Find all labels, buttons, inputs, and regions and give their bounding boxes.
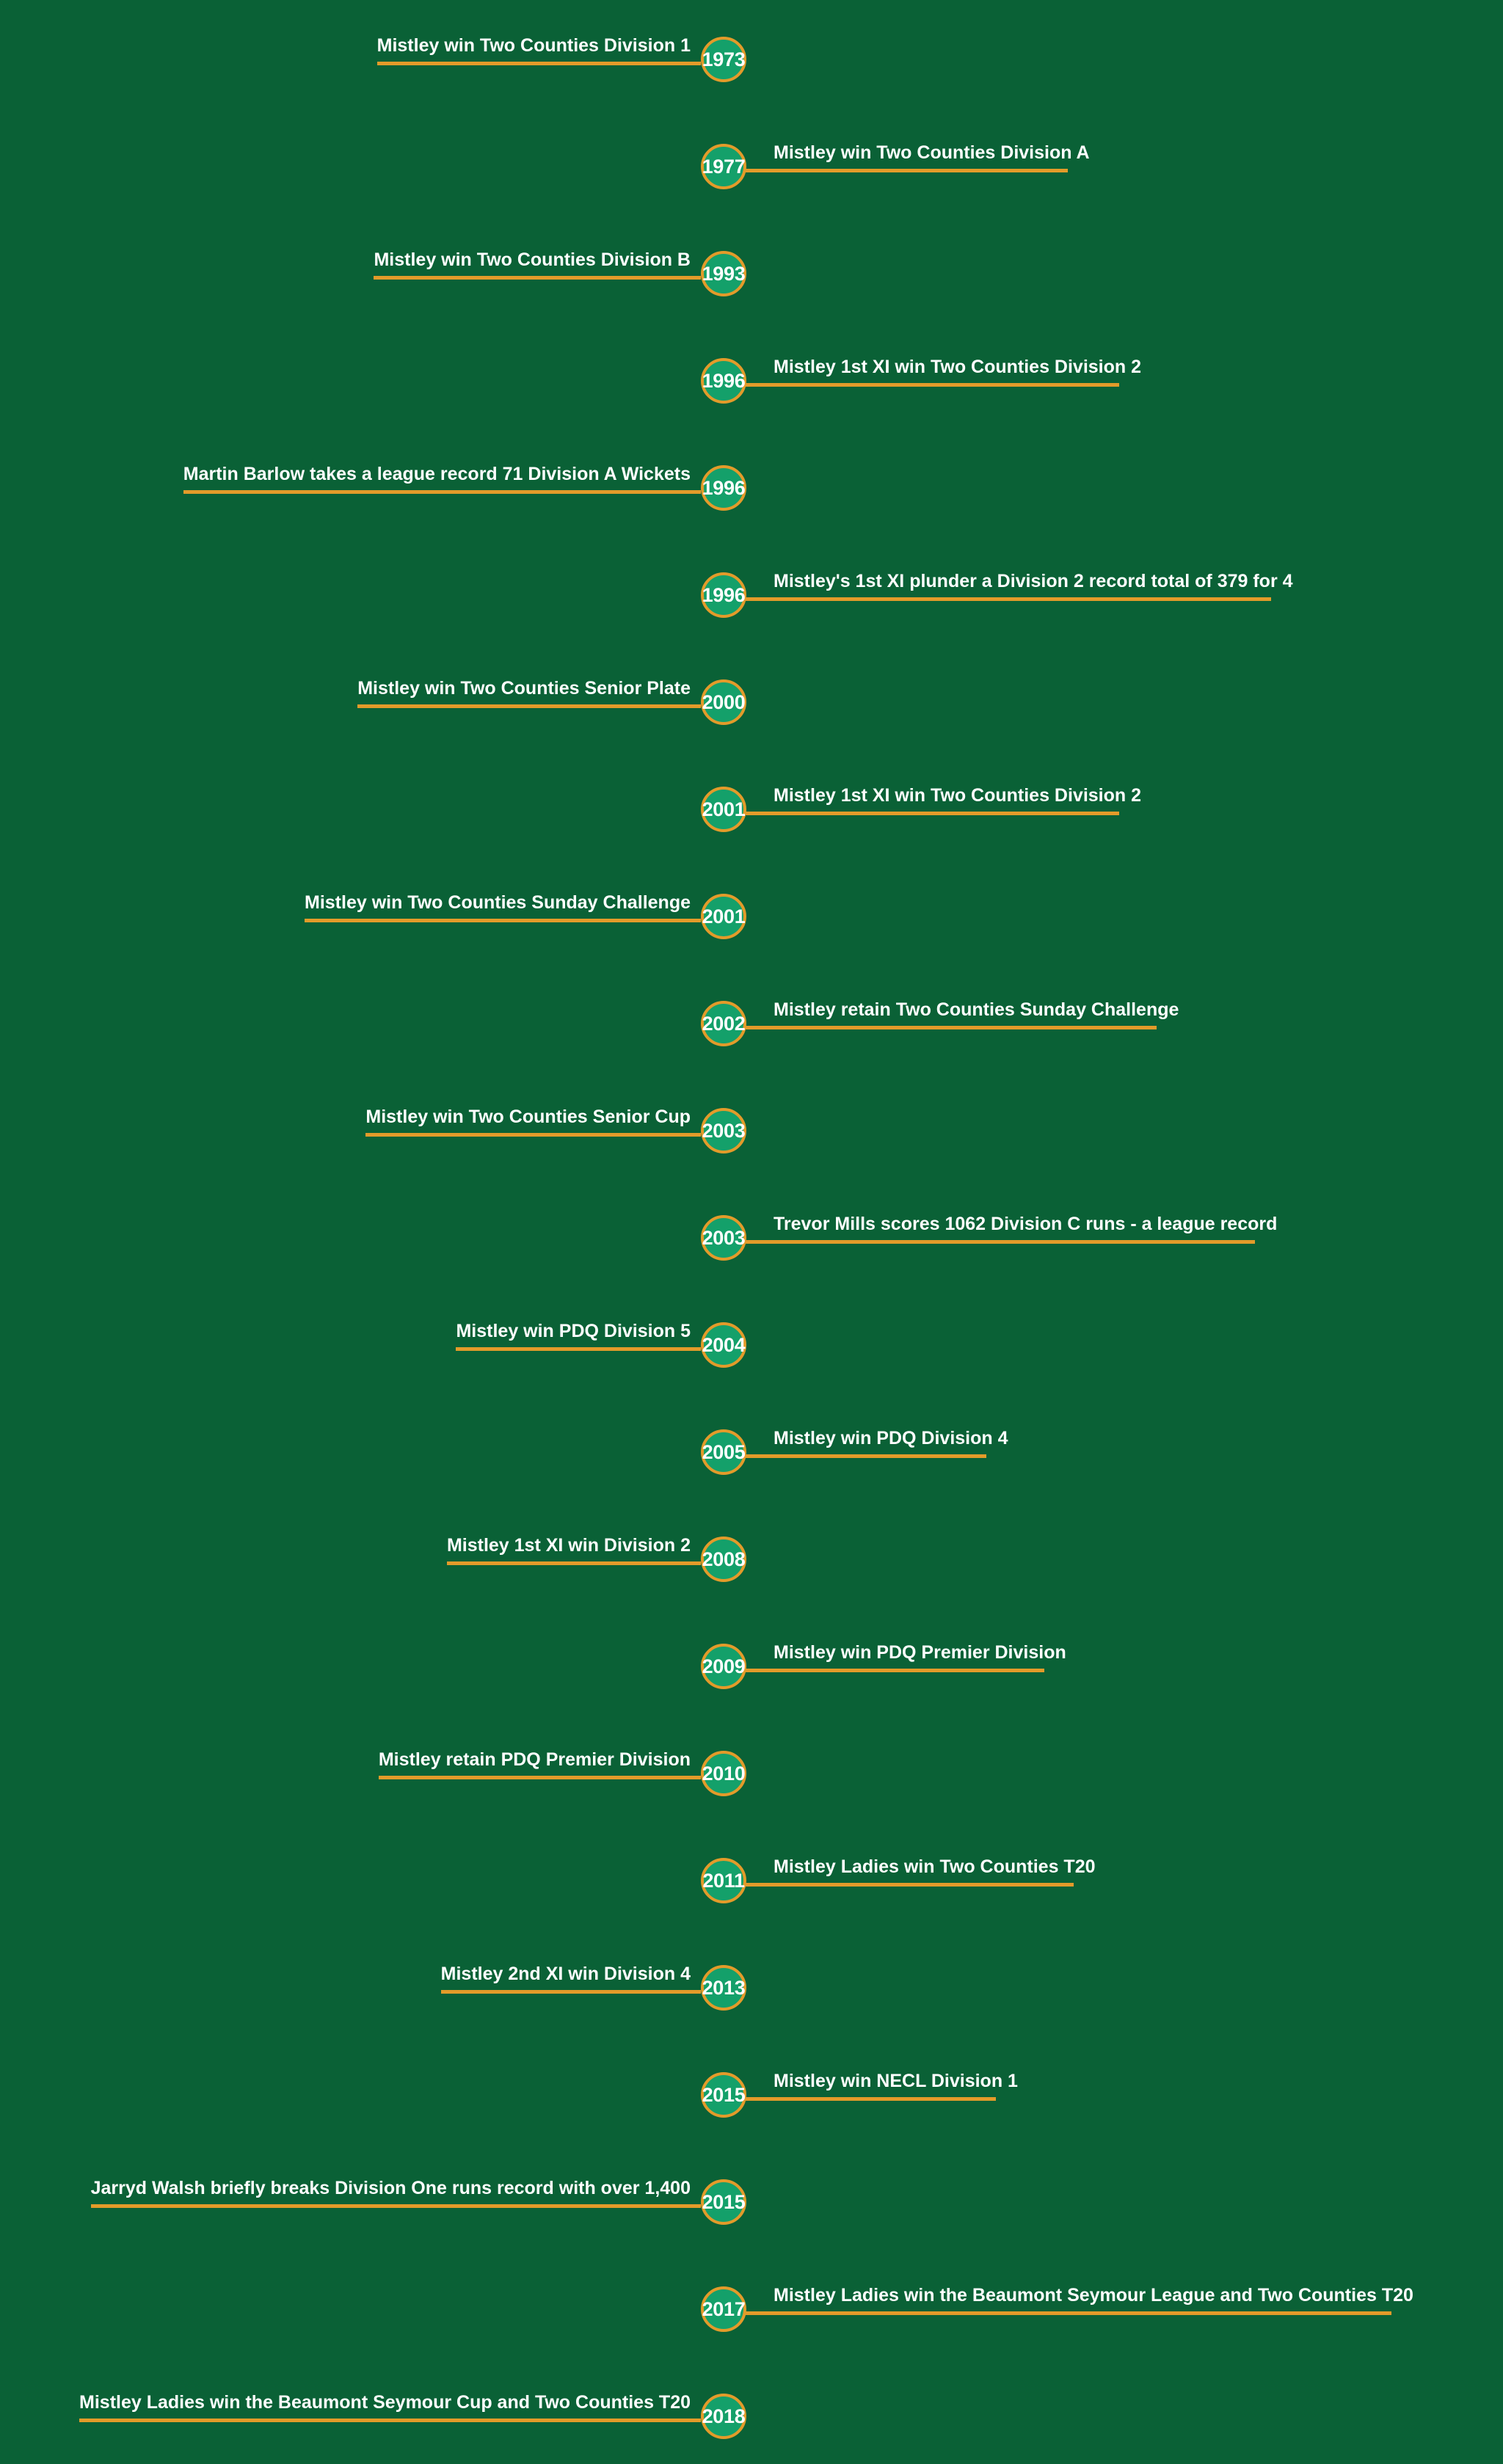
timeline-event-text: Mistley Ladies win Two Counties T20 [774, 1856, 1096, 1877]
timeline-event [0, 2357, 1503, 2464]
timeline-year-node: 2005 [701, 1429, 746, 1475]
timeline-event-label [763, 2071, 1018, 2101]
timeline-event [0, 1286, 1503, 1393]
timeline-event-underline [456, 1347, 701, 1351]
timeline-event-underline [741, 1240, 1255, 1244]
timeline-year-node: 2018 [701, 2394, 746, 2439]
timeline-event-underline [741, 812, 1119, 815]
timeline-event-text: Martin Barlow takes a league record 71 Division A Wickets [183, 464, 691, 484]
timeline-year-node: 1993 [701, 251, 746, 296]
timeline-event [0, 1393, 1503, 1500]
timeline-event-label [374, 249, 701, 280]
timeline-event-underline [91, 2204, 701, 2208]
timeline-event-label [305, 892, 701, 922]
timeline-event-underline [379, 1776, 701, 1779]
timeline-event-underline [447, 1561, 701, 1565]
timeline-event-underline [374, 276, 701, 280]
timeline-year-node: 2000 [701, 679, 746, 725]
timeline-event-underline [365, 1133, 701, 1137]
timeline-event [0, 1714, 1503, 1821]
timeline-year-node: 1973 [701, 37, 746, 82]
timeline-event-text: Mistley win NECL Division 1 [774, 2071, 1018, 2091]
timeline-event-text: Mistley win Two Counties Senior Plate [357, 678, 691, 699]
timeline-year-node: 2003 [701, 1108, 746, 1153]
timeline-event [0, 1500, 1503, 1607]
timeline-event [0, 1821, 1503, 1928]
timeline-year-node: 1996 [701, 465, 746, 511]
timeline-event-text: Mistley win Two Counties Division 1 [376, 35, 691, 56]
timeline-year-node: 2008 [701, 1537, 746, 1582]
timeline-event-text: Mistley 1st XI win Two Counties Division 2 [774, 785, 1142, 806]
timeline-event-underline [741, 2311, 1391, 2315]
timeline-event-text: Mistley 1st XI win Division 2 [446, 1535, 691, 1556]
timeline-year-node: 2003 [701, 1215, 746, 1261]
timeline-event-underline [79, 2419, 701, 2422]
timeline-event-label [456, 1321, 701, 1351]
timeline-event-underline [741, 1454, 986, 1458]
timeline-event-underline [357, 704, 701, 708]
timeline-event-label [91, 2178, 701, 2208]
timeline-event-text: Trevor Mills scores 1062 Division C runs - a league record [774, 1214, 1278, 1234]
timeline-event-underline [305, 919, 701, 922]
timeline-year-node: 1977 [701, 144, 746, 189]
timeline-event [0, 1178, 1503, 1286]
timeline-event-label [763, 999, 1179, 1029]
timeline-event [0, 429, 1503, 536]
timeline-event-label [365, 1107, 701, 1137]
timeline-event [0, 964, 1503, 1071]
timeline-event-label [763, 1642, 1066, 1672]
timeline-event-label [357, 678, 701, 708]
timeline-event-text: Mistley win Two Counties Sunday Challenge [305, 892, 691, 913]
timeline-event-label [379, 1749, 701, 1779]
timeline-year-node: 1996 [701, 572, 746, 618]
timeline-event-underline [441, 1990, 701, 1994]
timeline-event [0, 0, 1503, 107]
timeline-event [0, 321, 1503, 429]
timeline-event-underline [741, 2097, 996, 2101]
timeline-event [0, 2143, 1503, 2250]
timeline-event [0, 2035, 1503, 2143]
timeline-year-node: 2004 [701, 1322, 746, 1368]
timeline-event-underline [377, 62, 701, 65]
timeline-event-label [763, 142, 1090, 172]
timeline-event-text: Mistley's 1st XI plunder a Division 2 record total of 379 for 4 [774, 571, 1293, 591]
timeline-event-text: Mistley retain PDQ Premier Division [378, 1749, 691, 1770]
timeline-event-label [441, 1964, 701, 1994]
timeline-event-text: Mistley win PDQ Division 4 [774, 1428, 1008, 1448]
timeline-event-label [763, 357, 1141, 387]
timeline-event-label [377, 35, 701, 65]
timeline-year-node: 1996 [701, 358, 746, 404]
timeline-event-label [183, 464, 701, 494]
timeline-event-underline [741, 169, 1068, 172]
timeline-event [0, 1071, 1503, 1178]
timeline-event [0, 643, 1503, 750]
timeline-event-text: Mistley win Two Counties Senior Cup [365, 1107, 691, 1127]
timeline-event-text: Mistley 1st XI win Two Counties Division 2 [774, 357, 1142, 377]
timeline-event-text: Mistley win PDQ Division 5 [456, 1321, 691, 1341]
timeline-event-underline [741, 1026, 1157, 1029]
timeline-year-node: 2002 [701, 1001, 746, 1046]
timeline-event-text: Jarryd Walsh briefly breaks Division One runs record with over 1,400 [90, 2178, 691, 2198]
timeline-event-label [763, 1214, 1277, 1244]
timeline-event-label [763, 785, 1141, 815]
timeline-event [0, 107, 1503, 214]
timeline-year-node: 2015 [701, 2179, 746, 2225]
timeline-event-label [763, 1428, 1008, 1458]
timeline-event-underline [741, 597, 1271, 601]
timeline-event-label [763, 571, 1293, 601]
timeline-year-node: 2015 [701, 2072, 746, 2118]
timeline-event [0, 857, 1503, 964]
timeline-event-underline [741, 1883, 1074, 1887]
timeline-event [0, 214, 1503, 321]
timeline-event-underline [741, 1669, 1044, 1672]
timeline-event [0, 1607, 1503, 1714]
timeline-year-node: 2001 [701, 894, 746, 939]
timeline-event [0, 750, 1503, 857]
timeline-event-underline [183, 490, 701, 494]
timeline-event-label [79, 2392, 701, 2422]
timeline-year-node: 2010 [701, 1751, 746, 1796]
timeline-event-label [763, 1856, 1096, 1887]
timeline-event-text: Mistley retain Two Counties Sunday Challenge [774, 999, 1179, 1020]
timeline-year-node: 2011 [701, 1858, 746, 1903]
timeline-event-text: Mistley Ladies win the Beaumont Seymour Cup and Two Counties T20 [79, 2392, 691, 2413]
timeline-event-text: Mistley 2nd XI win Division 4 [440, 1964, 691, 1984]
timeline-event-text: Mistley win Two Counties Division B [374, 249, 691, 270]
timeline-event-text: Mistley Ladies win the Beaumont Seymour League and Two Counties T20 [774, 2285, 1413, 2306]
timeline-event-label [763, 2285, 1413, 2315]
timeline-event-text: Mistley win Two Counties Division A [774, 142, 1090, 163]
timeline-year-node: 2009 [701, 1644, 746, 1689]
timeline-event [0, 1928, 1503, 2035]
timeline-year-node: 2017 [701, 2286, 746, 2332]
timeline-event-label [447, 1535, 701, 1565]
timeline-year-node: 2001 [701, 787, 746, 832]
timeline-event [0, 2250, 1503, 2357]
timeline-event-text: Mistley win PDQ Premier Division [774, 1642, 1066, 1663]
timeline-event [0, 536, 1503, 643]
timeline-event-underline [741, 383, 1119, 387]
timeline-year-node: 2013 [701, 1965, 746, 2011]
